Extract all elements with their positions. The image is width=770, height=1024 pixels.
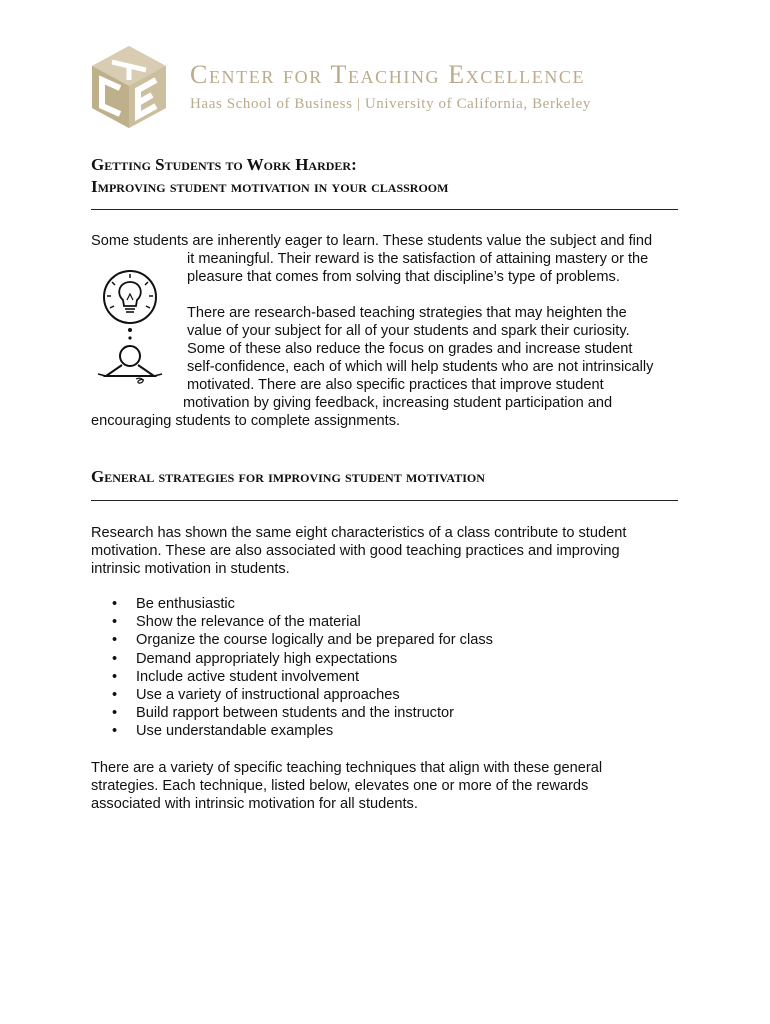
intro-line: pleasure that comes from solving that discipline’s type of problems. — [187, 269, 620, 285]
section-heading: General strategies for improving student motivation — [91, 467, 485, 486]
list-item-text: Show the relevance of the material — [136, 614, 361, 631]
intro-line: Some of these also reduce the focus on grades and increase student — [187, 341, 633, 357]
list-item-text: Demand appropriately high expectations — [136, 650, 398, 667]
list-item — [91, 613, 493, 631]
section-divider — [91, 500, 678, 501]
intro-line: encouraging students to complete assignments. — [91, 413, 401, 429]
bullet-glyph: • — [112, 687, 118, 704]
list-item — [91, 686, 493, 704]
strategy-list — [91, 595, 493, 741]
list-item — [91, 704, 493, 722]
list-item — [91, 631, 493, 649]
intro-line: motivation by giving feedback, increasing student participation and — [183, 395, 613, 411]
bullet-glyph: • — [112, 596, 118, 612]
intro-line: motivated. There are also specific practices that improve student — [187, 377, 604, 393]
title-divider — [91, 209, 678, 210]
list-item — [91, 668, 493, 686]
list-item — [91, 722, 493, 740]
list-item-text: Build rapport between students and the instructor — [136, 705, 455, 722]
list-item-text: Use a variety of instructional approaches — [136, 687, 400, 704]
document-title-line2: Improving student motivation in your classroom — [91, 177, 449, 196]
thinking-person-lightbulb-icon — [96, 270, 166, 388]
list-item — [91, 595, 493, 613]
list-item-text: Be enthusiastic — [136, 596, 235, 612]
section-paragraph-1: Research has shown the same eight characteristics of a class contribute to student motivation. These are also associated with good teaching practices and improving intrinsic motivation in students. — [91, 525, 627, 578]
document-title-line1: Getting Students to Work Harder: — [91, 155, 357, 174]
list-item-text: Include active student involvement — [136, 668, 360, 685]
intro-line: There are research-based teaching strategies that may heighten the — [187, 305, 627, 321]
bullet-glyph: • — [112, 705, 118, 722]
intro-line: Some students are inherently eager to learn. These students value the subject and find — [91, 233, 653, 249]
bullet-glyph: • — [112, 723, 118, 740]
intro-line: self-confidence, each of which will help students who are not intrinsically — [187, 359, 654, 375]
cte-cube-logo-icon — [90, 44, 168, 130]
bullet-glyph: • — [112, 614, 118, 631]
bullet-glyph: • — [112, 632, 118, 649]
intro-line: it meaningful. Their reward is the satisfaction of attaining mastery or the — [187, 251, 649, 267]
list-item-text: Organize the course logically and be prepared for class — [136, 632, 493, 649]
center-subtitle: Haas School of Business | University of California, Berkeley — [190, 96, 592, 112]
section-paragraph-2: There are a variety of specific teaching techniques that align with these general strategies. Each technique, listed below, elevates one or more of the rewards associated with intrinsic motivation for all students. — [91, 760, 603, 813]
bullet-glyph: • — [112, 650, 118, 667]
center-name: Center for Teaching Excellence — [190, 60, 586, 89]
list-item-text: Use understandable examples — [136, 723, 334, 740]
intro-line: value of your subject for all of your students and spark their curiosity. — [187, 323, 630, 339]
list-item — [91, 650, 493, 668]
bullet-glyph: • — [112, 668, 118, 685]
